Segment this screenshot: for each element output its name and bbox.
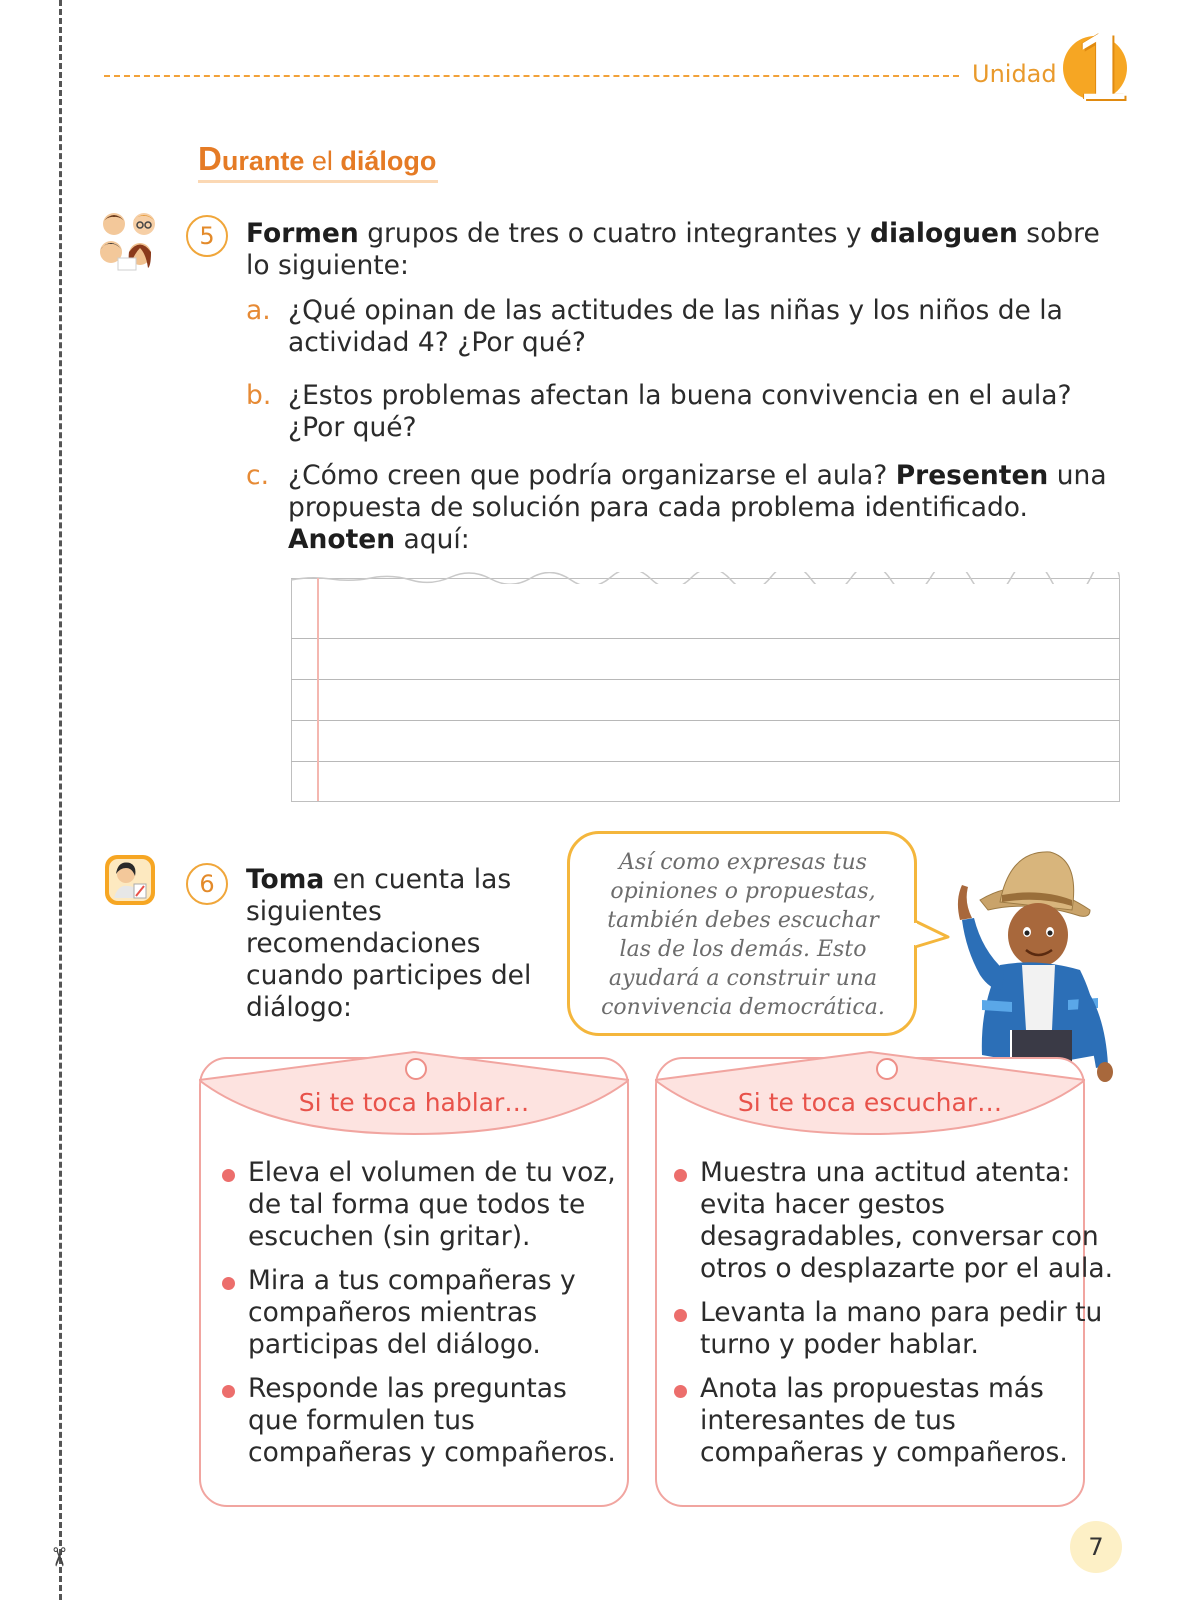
pad-rule <box>291 720 1120 721</box>
list-item: Responde las preguntas que formulen tus compañeras y compañeros. <box>222 1373 617 1469</box>
activity-6-text <box>246 864 546 1024</box>
page-number: 7 <box>1088 1533 1104 1561</box>
speak-recommendations-list <box>222 1157 617 1481</box>
intro-bold-dialoguen: dialoguen <box>869 218 1018 249</box>
item-letter: b. <box>246 380 272 411</box>
cut-line <box>59 0 62 1600</box>
section-underline <box>198 180 438 183</box>
activity-6-bold-toma: Toma <box>246 864 325 895</box>
item-text: ¿Estos problemas afectan la buena convivencia en el aula? ¿Por qué? <box>288 380 1072 443</box>
pad-rule <box>291 679 1120 680</box>
intro-text-1: grupos de tres o cuatro integrantes y <box>358 218 870 249</box>
pad-rule <box>291 761 1120 762</box>
item-c-text-3: aquí: <box>395 524 470 555</box>
item-letter: c. <box>246 460 269 491</box>
item-c-text-1: ¿Cómo creen que podría organizarse el aula? <box>288 460 896 491</box>
header-rule <box>104 75 959 77</box>
list-item: Muestra una actitud atenta: evita hacer gestos desagradables, conversar con otros o desplazarte por el aula. <box>674 1157 1114 1285</box>
activity-number-5: 5 <box>186 215 228 257</box>
activity-6-body: en cuenta las siguientes recomendaciones cuando participes del diálogo: <box>246 864 532 1023</box>
item-text: ¿Qué opinan de las actitudes de las niñas y los niños de la actividad 4? ¿Por qué? <box>288 295 1063 358</box>
list-item: Anota las propuestas más interesantes de tus compañeras y compañeros. <box>674 1373 1114 1469</box>
activity-5-intro <box>246 218 1106 282</box>
listen-recommendations-list <box>674 1157 1114 1481</box>
pad-rule <box>291 638 1120 639</box>
item-text <box>288 460 1108 556</box>
intro-text-2: sobre lo siguiente: <box>246 218 1100 281</box>
title-initial: D <box>198 140 222 177</box>
intro-bold-formen: Formen <box>246 218 359 249</box>
title-word-3: diálogo <box>340 146 437 176</box>
unit-number: 1 <box>1072 16 1134 120</box>
pad-margin-line <box>317 578 319 801</box>
list-item: Levanta la mano para pedir tu turno y poder hablar. <box>674 1297 1114 1361</box>
list-item: Mira a tus compañeras y compañeros mientras participas del diálogo. <box>222 1265 617 1361</box>
item-c-bold-anoten: Anoten <box>288 524 396 555</box>
group-work-icon <box>96 208 162 274</box>
item-c-bold-presenten: Presenten <box>895 460 1049 491</box>
scissors-icon: ✂ <box>42 1546 73 1568</box>
card-ring-icon <box>405 1058 427 1080</box>
title-word-2: el <box>311 146 333 176</box>
section-title <box>198 140 436 178</box>
pad-torn-edge <box>291 572 1120 584</box>
item-letter: a. <box>246 295 271 326</box>
listen-card-title: Si te toca escuchar… <box>737 1088 1003 1117</box>
activity-number-6: 6 <box>186 863 228 905</box>
list-item: Eleva el volumen de tu voz, de tal forma que todos te escuchen (sin gritar). <box>222 1157 617 1253</box>
unit-label: Unidad <box>972 60 1057 88</box>
speak-card-title: Si te toca hablar… <box>298 1088 530 1117</box>
individual-work-icon <box>104 854 156 906</box>
speech-bubble-text: Así como expresas tus opiniones o propuestas, también debes escuchar las de los demás. Esto ayudará a construir una convivencia democrática. <box>601 850 885 1020</box>
item-c-text-2: una propuesta de solución para cada problema identificado. <box>288 460 1107 523</box>
answer-writing-area[interactable] <box>291 578 1120 802</box>
title-word-1: urante <box>221 146 305 176</box>
card-ring-icon <box>876 1058 898 1080</box>
